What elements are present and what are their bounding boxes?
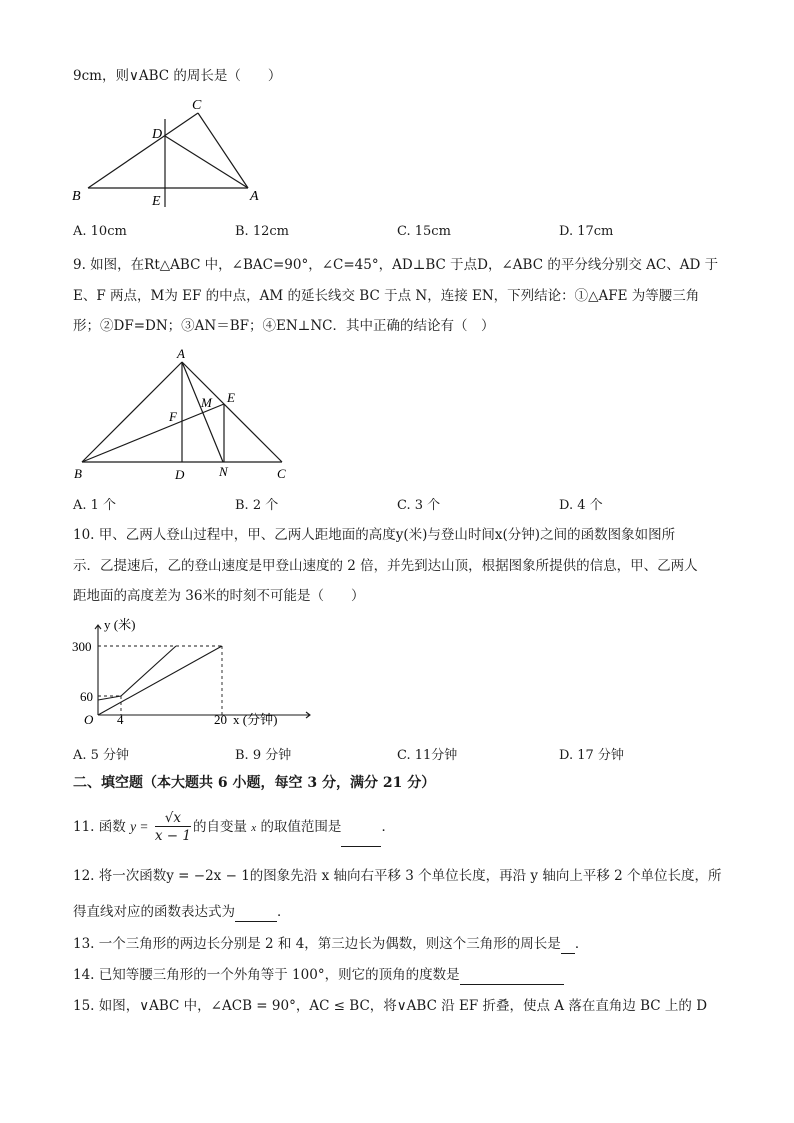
q10-option-b: B. 9 分钟 bbox=[235, 748, 292, 763]
q12-stem-line-1: 12. 将一次函数y = −2x − 1的图象先沿 x 轴向右平移 3 个单位长度，再沿 y 轴向上平移 2 个单位长度，所 bbox=[73, 868, 722, 884]
q10-option-d: D. 17 分钟 bbox=[559, 748, 624, 763]
q10-y-tick-60: 60 bbox=[80, 689, 93, 704]
q10-stem-line-2: 示．乙提速后，乙的登山速度是甲登山速度的 2 倍，并先到达山顶，根据图象所提供的信息，甲、乙两人 bbox=[73, 558, 698, 574]
q10-stem-line-3: 距地面的高度差为 36米的时刻不可能是（ ） bbox=[73, 588, 365, 604]
q10-option-a: A. 5 分钟 bbox=[73, 748, 130, 763]
q11-fraction bbox=[155, 810, 191, 845]
q9-label-E: E bbox=[227, 390, 235, 405]
q10-option-c: C. 11分钟 bbox=[397, 748, 458, 763]
q13-answer-blank[interactable] bbox=[561, 939, 575, 954]
q11-answer-blank[interactable] bbox=[341, 832, 381, 847]
q11-numerator: √x bbox=[155, 810, 191, 827]
q12-line2-prefix: 得直线对应的函数表达式为 bbox=[73, 904, 235, 920]
q12-stem-line-2 bbox=[73, 902, 291, 922]
q9-option-c: C. 3 个 bbox=[397, 498, 441, 513]
q10-function-graph bbox=[70, 615, 320, 730]
q14-text: 14. 已知等腰三角形的一个外角等于 100°，则它的顶角的度数是 bbox=[73, 967, 460, 983]
q8-label-A: A bbox=[250, 189, 259, 204]
q8-option-a: A. 10cm bbox=[73, 224, 127, 239]
q9-label-D: D bbox=[175, 467, 185, 482]
q9-stem-line-3: 形；②DF=DN；③AN＝BF；④EN⊥NC．其中正确的结论有（ ） bbox=[73, 318, 495, 334]
section-heading-fill-in: 二、填空题（本大题共 6 小题，每空 3 分，满分 21 分） bbox=[73, 775, 436, 791]
q13-text: 13. 一个三角形的两边长分别是 2 和 4，第三边长为偶数，则这个三角形的周长是 bbox=[73, 936, 561, 952]
q11-prefix: 11. 函数 bbox=[73, 819, 126, 835]
q11-stem bbox=[73, 808, 395, 848]
q8-label-D: D bbox=[152, 127, 163, 142]
q15-stem-line-1: 15. 如图，∨ABC 中，∠ACB = 90°，AC ≤ BC，将∨ABC 沿 EF 折叠，使点 A 落在直角边 BC 上的 D bbox=[73, 998, 708, 1014]
q10-x-tick-4: 4 bbox=[117, 712, 124, 727]
q11-suffix2: 的取值范围是 bbox=[260, 819, 342, 835]
q8-option-d: D. 17cm bbox=[559, 224, 614, 239]
q11-func-y: y = bbox=[130, 819, 149, 834]
q10-y-axis-label: y (米) bbox=[104, 617, 136, 632]
q10-x-axis-label: x (分钟) bbox=[233, 712, 278, 727]
q9-label-F: F bbox=[169, 409, 177, 424]
q11-suffix: 的自变量 bbox=[192, 819, 247, 835]
q8-label-C: C bbox=[192, 98, 202, 113]
q9-stem-line-2: E、F 两点，M为 EF 的中点，AM 的延长线交 BC 于点 N，连接 EN，下列结论：①△AFE 为等腰三角 bbox=[73, 288, 700, 304]
q9-option-b: B. 2 个 bbox=[235, 498, 279, 513]
q9-label-N: N bbox=[219, 464, 228, 479]
q10-stem-line-1: 10. 甲、乙两人登山过程中，甲、乙两人距地面的高度y(米)与登山时间x(分钟)之间的函数图象如图所 bbox=[73, 527, 676, 543]
q13-stem bbox=[73, 934, 588, 954]
q8-stem: 9cm，则∨ABC 的周长是（ ） bbox=[73, 68, 282, 84]
q14-stem bbox=[73, 965, 564, 985]
q9-label-B: B bbox=[74, 466, 82, 481]
q14-answer-blank[interactable] bbox=[460, 970, 564, 985]
q9-label-A: A bbox=[177, 346, 185, 361]
q8-option-c: C. 15cm bbox=[397, 224, 451, 239]
q11-end: ． bbox=[381, 819, 395, 835]
q13-end: ． bbox=[574, 936, 589, 952]
q9-option-a: A. 1 个 bbox=[73, 498, 117, 513]
q8-label-E: E bbox=[152, 194, 161, 209]
q9-stem-line-1: 9. 如图，在Rt△ABC 中，∠BAC=90°，∠C=45°，AD⊥BC 于点D，∠ABC 的平分线分别交 AC、AD 于 bbox=[73, 257, 719, 273]
q9-label-C: C bbox=[277, 466, 286, 481]
q8-label-B: B bbox=[72, 189, 81, 204]
q9-triangle-figure bbox=[70, 345, 300, 485]
q11-denominator: x − 1 bbox=[154, 828, 191, 844]
q11-var: x bbox=[251, 822, 257, 834]
q9-option-d: D. 4 个 bbox=[559, 498, 603, 513]
q12-answer-blank[interactable] bbox=[235, 907, 277, 922]
q9-label-M: M bbox=[201, 395, 212, 410]
q10-origin-label: O bbox=[84, 712, 94, 727]
q10-x-tick-20: 20 bbox=[214, 712, 227, 727]
q8-option-b: B. 12cm bbox=[235, 224, 289, 239]
q10-y-tick-300: 300 bbox=[72, 639, 92, 654]
q12-end: ． bbox=[277, 904, 291, 920]
q8-triangle-figure bbox=[68, 95, 268, 210]
